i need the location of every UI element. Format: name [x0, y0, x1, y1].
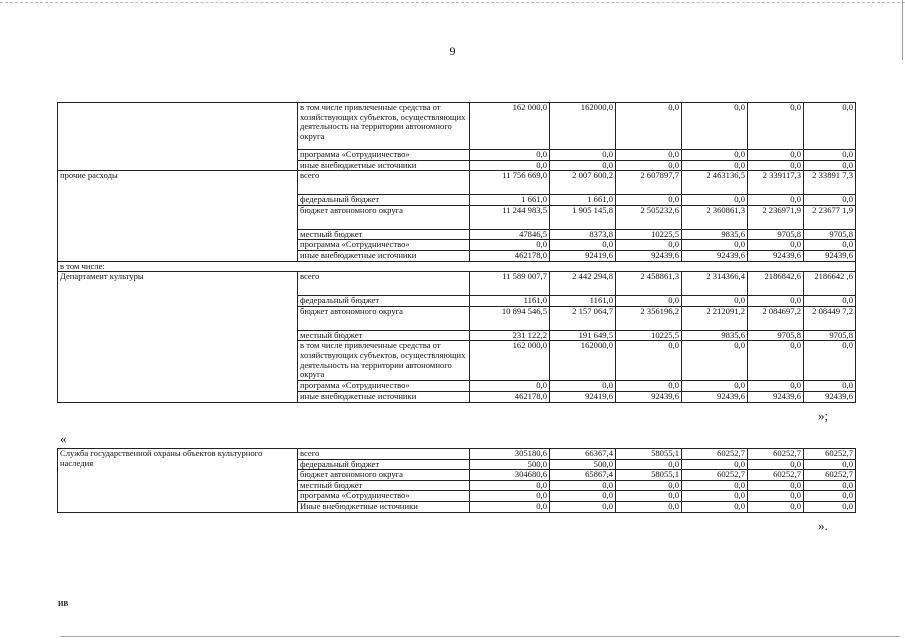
value-cell: 0,0	[550, 501, 616, 512]
table-row	[58, 272, 856, 296]
value-cell: 2186642 ,6	[804, 272, 856, 296]
value-cell: 0,0	[748, 480, 804, 491]
value-cell: 0,0	[682, 491, 748, 502]
value-cell: 0,0	[682, 150, 748, 161]
value-cell: 60252,7	[748, 470, 804, 481]
value-cell: 0,0	[616, 501, 682, 512]
value-cell: 0,0	[616, 341, 682, 381]
value-cell: 2 458861,3	[616, 272, 682, 296]
value-cell: 1 661,0	[470, 195, 550, 206]
row-item-label: иные внебюджетные источники	[298, 391, 470, 402]
value-cell: 60252,7	[748, 449, 804, 460]
value-cell: 8373,8	[550, 229, 616, 240]
value-cell: 0,0	[470, 491, 550, 502]
value-cell: 1161,0	[470, 296, 550, 307]
value-cell: 58055,1	[616, 470, 682, 481]
value-cell: 0,0	[682, 240, 748, 251]
value-cell: 2 08449 7,2	[804, 306, 856, 330]
value-cell: 0,0	[616, 240, 682, 251]
value-cell: 2 23677 1,9	[804, 205, 856, 229]
value-cell: 0,0	[682, 296, 748, 307]
value-cell: 2 505232,6	[616, 205, 682, 229]
row-item-label: всего	[298, 449, 470, 460]
value-cell: 462178,0	[470, 250, 550, 261]
value-cell: 0,0	[682, 160, 748, 171]
value-cell: 9705,8	[804, 229, 856, 240]
table-row	[58, 171, 856, 195]
value-cell: 2 33891 7,3	[804, 171, 856, 195]
value-cell: 304680,6	[470, 470, 550, 481]
value-cell: 92439,6	[748, 391, 804, 402]
value-cell: 9835,6	[682, 330, 748, 341]
value-cell: 2 212091,2	[682, 306, 748, 330]
value-cell: 0,0	[748, 459, 804, 470]
value-cell: 9705,8	[748, 229, 804, 240]
value-cell: 60252,7	[804, 470, 856, 481]
value-cell: 0,0	[804, 296, 856, 307]
row-group-label: Служба государственной охраны объектов культурного наследия	[58, 449, 298, 513]
value-cell: 0,0	[550, 240, 616, 251]
row-group-label	[58, 103, 298, 171]
value-cell: 0,0	[550, 381, 616, 392]
row-group-label: прочие расходы	[58, 171, 298, 261]
row-item-label: программа «Сотрудничество»	[298, 381, 470, 392]
row-item-label: бюджет автономного округа	[298, 205, 470, 229]
value-cell: 0,0	[550, 150, 616, 161]
value-cell: 11 244 983,5	[470, 205, 550, 229]
row-item-label: программа «Сотрудничество»	[298, 240, 470, 251]
value-cell: 9705,8	[804, 330, 856, 341]
value-cell: 0,0	[470, 381, 550, 392]
table-row	[58, 103, 856, 150]
value-cell: 0,0	[804, 459, 856, 470]
value-cell: 0,0	[616, 150, 682, 161]
value-cell: 0,0	[748, 296, 804, 307]
value-cell: 10225,5	[616, 330, 682, 341]
value-cell: 2 236971,9	[748, 205, 804, 229]
value-cell: 60252,7	[804, 449, 856, 460]
financing-table-heritage	[57, 448, 856, 513]
value-cell: 191 649,5	[550, 330, 616, 341]
value-cell: 0,0	[804, 150, 856, 161]
row-item-label: иные внебюджетные источники	[298, 160, 470, 171]
financing-table-main	[57, 102, 856, 403]
value-cell: 92439,6	[748, 250, 804, 261]
row-group-label: в том числе:	[58, 261, 856, 272]
value-cell: 162 000,0	[470, 341, 550, 381]
row-item-label: федеральный бюджет	[298, 459, 470, 470]
row-item-label: в том числе привлеченные средства от хозяйствующих субъектов, осуществляющих деятельность на территории автономного округа	[298, 341, 470, 381]
row-item-label: федеральный бюджет	[298, 296, 470, 307]
value-cell: 305180,6	[470, 449, 550, 460]
value-cell: 60252,7	[682, 449, 748, 460]
value-cell: 92439,6	[616, 391, 682, 402]
value-cell: 47846,5	[470, 229, 550, 240]
value-cell: 9705,8	[748, 330, 804, 341]
value-cell: 2 314366,4	[682, 272, 748, 296]
row-item-label: всего	[298, 272, 470, 296]
row-item-label: бюджет автономного округа	[298, 470, 470, 481]
value-cell: 66367,4	[550, 449, 616, 460]
row-group-label: Департамент культуры	[58, 272, 298, 402]
value-cell: 2 157 064,7	[550, 306, 616, 330]
value-cell: 0,0	[748, 160, 804, 171]
value-cell: 0,0	[804, 491, 856, 502]
opening-quote: «	[60, 431, 67, 446]
value-cell: 162 000,0	[470, 103, 550, 150]
row-item-label: местный бюджет	[298, 229, 470, 240]
value-cell: 92419,6	[550, 250, 616, 261]
value-cell: 162000,0	[550, 341, 616, 381]
table-row	[58, 449, 856, 460]
value-cell: 92439,6	[682, 391, 748, 402]
row-item-label: Иные внебюджетные источники	[298, 501, 470, 512]
row-item-label: в том числе привлеченные средства от хозяйствующих субъектов, осуществляющих деятельность на территории автономного округа	[298, 103, 470, 150]
closing-mark-1: »;	[818, 408, 829, 423]
value-cell: 1 905 145,8	[550, 205, 616, 229]
value-cell: 0,0	[682, 341, 748, 381]
value-cell: 0,0	[804, 103, 856, 150]
value-cell: 0,0	[470, 150, 550, 161]
value-cell: 0,0	[748, 381, 804, 392]
value-cell: 0,0	[804, 195, 856, 206]
value-cell: 0,0	[748, 195, 804, 206]
value-cell: 0,0	[616, 103, 682, 150]
table-row	[58, 261, 856, 272]
row-item-label: местный бюджет	[298, 480, 470, 491]
value-cell: 0,0	[748, 341, 804, 381]
value-cell: 92439,6	[682, 250, 748, 261]
value-cell: 1 661,0	[550, 195, 616, 206]
value-cell: 0,0	[470, 160, 550, 171]
row-item-label: бюджет автономного округа	[298, 306, 470, 330]
value-cell: 0,0	[682, 195, 748, 206]
value-cell: 2 360861,3	[682, 205, 748, 229]
value-cell: 92439,6	[804, 250, 856, 261]
value-cell: 11 756 669,0	[470, 171, 550, 195]
value-cell: 2 607897,7	[616, 171, 682, 195]
value-cell: 2 084697,2	[748, 306, 804, 330]
value-cell: 0,0	[550, 480, 616, 491]
footer-initials: ИВ	[58, 600, 69, 608]
value-cell: 0,0	[616, 480, 682, 491]
value-cell: 0,0	[470, 501, 550, 512]
value-cell: 0,0	[616, 491, 682, 502]
value-cell: 0,0	[616, 195, 682, 206]
value-cell: 1161,0	[550, 296, 616, 307]
value-cell: 231 122,2	[470, 330, 550, 341]
value-cell: 92419,6	[550, 391, 616, 402]
value-cell: 0,0	[682, 459, 748, 470]
value-cell: 0,0	[804, 240, 856, 251]
row-item-label: программа «Сотрудничество»	[298, 150, 470, 161]
value-cell: 10225,5	[616, 229, 682, 240]
scan-artifact-top	[0, 2, 905, 3]
row-item-label: всего	[298, 171, 470, 195]
value-cell: 11 589 007,7	[470, 272, 550, 296]
value-cell: 0,0	[616, 381, 682, 392]
row-item-label: программа «Сотрудничество»	[298, 491, 470, 502]
value-cell: 0,0	[804, 381, 856, 392]
value-cell: 0,0	[470, 240, 550, 251]
value-cell: 60252,7	[682, 470, 748, 481]
value-cell: 162000,0	[550, 103, 616, 150]
value-cell: 500,0	[470, 459, 550, 470]
row-item-label: местный бюджет	[298, 330, 470, 341]
value-cell: 0,0	[682, 103, 748, 150]
value-cell: 0,0	[804, 480, 856, 491]
value-cell: 0,0	[804, 160, 856, 171]
value-cell: 2 463136,5	[682, 171, 748, 195]
closing-mark-2: ».	[818, 518, 828, 533]
value-cell: 0,0	[616, 459, 682, 470]
value-cell: 462178,0	[470, 391, 550, 402]
value-cell: 9835,6	[682, 229, 748, 240]
value-cell: 0,0	[616, 296, 682, 307]
value-cell: 0,0	[748, 501, 804, 512]
value-cell: 0,0	[804, 341, 856, 381]
value-cell: 2 442 294,8	[550, 272, 616, 296]
value-cell: 2186842,6	[748, 272, 804, 296]
value-cell: 58055,1	[616, 449, 682, 460]
value-cell: 0,0	[682, 381, 748, 392]
row-item-label: иные внебюджетные источники	[298, 250, 470, 261]
value-cell: 0,0	[804, 501, 856, 512]
value-cell: 92439,6	[804, 391, 856, 402]
value-cell: 0,0	[748, 103, 804, 150]
value-cell: 0,0	[616, 160, 682, 171]
page-number: 9	[449, 44, 456, 58]
value-cell: 2 007 600,2	[550, 171, 616, 195]
value-cell: 92439,6	[616, 250, 682, 261]
value-cell: 10 894 546,5	[470, 306, 550, 330]
row-item-label: федеральный бюджет	[298, 195, 470, 206]
value-cell: 0,0	[550, 160, 616, 171]
value-cell: 65867,4	[550, 470, 616, 481]
value-cell: 2 339117,3	[748, 171, 804, 195]
value-cell: 0,0	[682, 480, 748, 491]
value-cell: 0,0	[748, 491, 804, 502]
value-cell: 0,0	[682, 501, 748, 512]
value-cell: 0,0	[550, 491, 616, 502]
value-cell: 500,0	[550, 459, 616, 470]
value-cell: 0,0	[748, 150, 804, 161]
scan-artifact-bottom	[60, 636, 900, 637]
value-cell: 2 356196,2	[616, 306, 682, 330]
value-cell: 0,0	[748, 240, 804, 251]
value-cell: 0,0	[470, 480, 550, 491]
